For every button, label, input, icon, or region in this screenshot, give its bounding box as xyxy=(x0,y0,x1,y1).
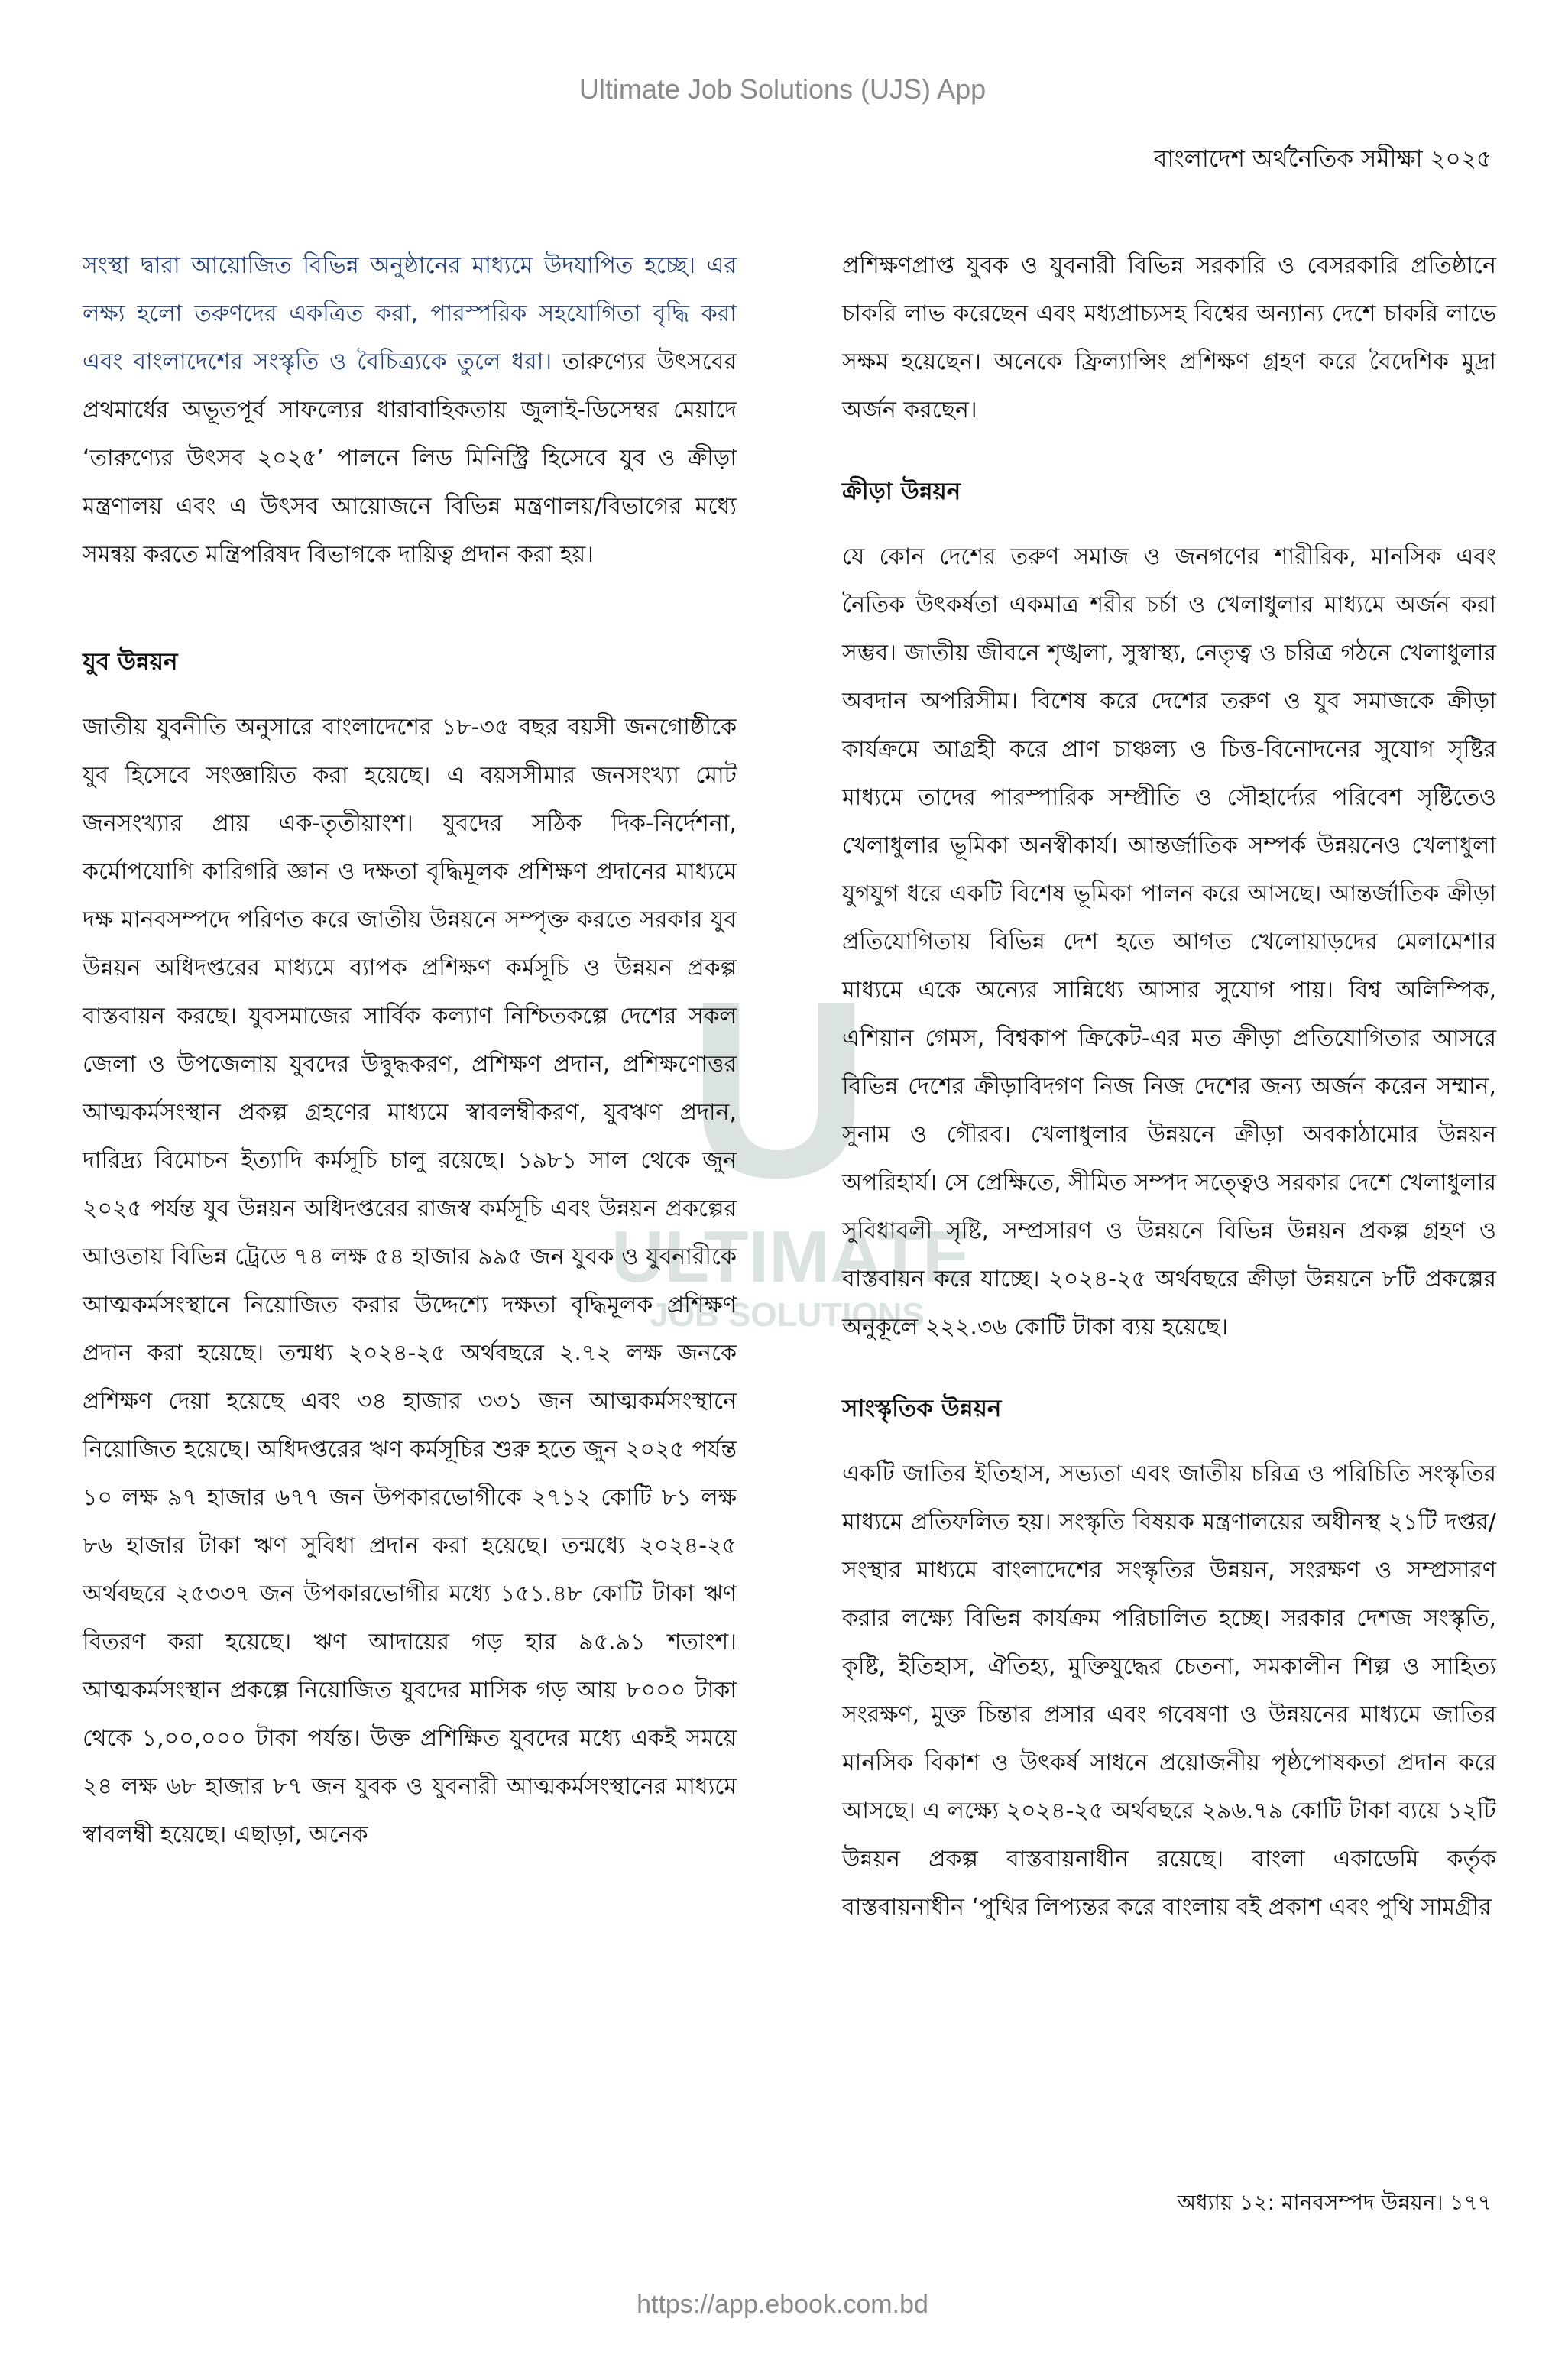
footer-url-link[interactable]: https://app.ebook.com.bd xyxy=(637,2290,928,2319)
watermark-subtitle: JOB SOLUTIONS xyxy=(650,1296,925,1334)
intro-highlight: সংস্থা দ্বারা আয়োজিত বিভিন্ন অনুষ্ঠানের মাধ্যমে উদযাপিত হচ্ছে। এর লক্ষ্য হলো তরুণদের একত্রিত করা, পারস্পরিক সহযোগিতা বৃদ্ধি করা এবং বাংলাদেশের সংস্কৃতি ও বৈচিত্র্যকে তুলে ধরা। xyxy=(83,252,737,375)
sports-heading: ক্রীড়া উন্নয়ন xyxy=(842,478,961,505)
watermark-title: ULTIMATE xyxy=(611,1216,971,1298)
youth-heading: যুব উন্নয়ন xyxy=(83,648,178,676)
watermark-letter: U xyxy=(688,948,870,1230)
youth-paragraph: জাতীয় যুবনীতি অনুসারে বাংলাদেশের ১৮-৩৫ বছর বয়সী জনগোষ্ঠীকে যুব হিসেবে সংজ্ঞায়িত করা হয়েছে। এ বয়সসীমার জনসংখ্যা মোট জনসংখ্যার প্রায় এক-তৃতীয়াংশ। যুবদের সঠিক দিক-নির্দেশনা, কর্মোপযোগি কারিগরি জ্ঞান ও দক্ষতা বৃদ্ধিমূলক প্রশিক্ষণ প্রদানের মাধ্যমে দক্ষ মানবসম্পদে পরিণত করে জাতীয় উন্নয়নে সম্পৃক্ত করতে সরকার যুব উন্নয়ন অধিদপ্তরের মাধ্যমে ব্যাপক প্রশিক্ষণ কর্মসূচি ও উন্নয়ন প্রকল্প বাস্তবায়ন করছে। যুবসমাজের সার্বিক কল্যাণ নিশ্চিতকল্পে দেশের সকল জেলা ও উপজেলায় যুবদের উদ্বুদ্ধকরণ, প্রশিক্ষণ প্রদান, প্রশিক্ষণোত্তর আত্মকর্মসংস্থান প্রকল্প গ্রহণের মাধ্যমে স্বাবলম্বীকরণ, যুবঋণ প্রদান, দারিদ্র্য বিমোচন ইত্যাদি কর্মসূচি চালু রয়েছে। ১৯৮১ সাল থেকে জুন ২০২৫ পর্যন্ত যুব উন্নয়ন অধিদপ্তরের রাজস্ব কর্মসূচি এবং উন্নয়ন প্রকল্পের আওতায় বিভিন্ন ট্রেডে ৭৪ লক্ষ ৫৪ হাজার ৯৯৫ জন যুবক ও যুবনারীকে আত্মকর্মসংস্থানে নিয়োজিত করার উদ্দেশ্যে দক্ষতা বৃদ্ধিমূলক প্রশিক্ষণ প্রদান করা হয়েছে। তন্মধ্য ২০২৪-২৫ অর্থবছরে ২.৭২ লক্ষ জনকে প্রশিক্ষণ দেয়া হয়েছে এবং ৩৪ হাজার ৩৩১ জন আত্মকর্মসংস্থানে নিয়োজিত হয়েছে। অধিদপ্তরের ঋণ কর্মসূচির শুরু হতে জুন ২০২৫ পর্যন্ত ১০ লক্ষ ৯৭ হাজার ৬৭৭ জন উপকারভোগীকে ২৭১২ কোটি ৮১ লক্ষ ৮৬ হাজার টাকা ঋণ সুবিধা প্রদান করা হয়েছে। তন্মধ্যে ২০২৪-২৫ অর্থবছরে ২৫৩৩৭ জন উপকারভোগীর মধ্যে ১৫১.৪৮ কোটি টাকা ঋণ বিতরণ করা হয়েছে। ঋণ আদায়ের গড় হার ৯৫.৯১ শতাংশ। আত্মকর্মসংস্থান প্রকল্পে নিয়োজিত যুবদের মাসিক গড় আয় ৮০০০ টাকা থেকে ১,০০,০০০ টাকা পর্যন্ত। উক্ত প্রশিক্ষিত যুবদের মধ্যে একই সময়ে ২৪ লক্ষ ৬৮ হাজার ৮৭ জন যুবক ও যুবনারী আত্মকর্মসংস্থানের মাধ্যমে স্বাবলম্বী হয়েছে। এছাড়া, অনেক xyxy=(83,714,737,1848)
youth-continued-paragraph: প্রশিক্ষণপ্রাপ্ত যুবক ও যুবনারী বিভিন্ন সরকারি ও বেসরকারি প্রতিষ্ঠানে চাকরি লাভ করেছেন এবং মধ্যপ্রাচ্যসহ বিশ্বের অন্যান্য দেশে চাকরি লাভে সক্ষম হয়েছেন। অনেকে ফ্রিল্যান্সিং প্রশিক্ষণ গ্রহণ করে বৈদেশিক মুদ্রা অর্জন করছেন। xyxy=(842,252,1496,423)
app-header: Ultimate Job Solutions (UJS) App xyxy=(578,73,987,105)
left-column xyxy=(83,242,737,1859)
culture-paragraph: একটি জাতির ইতিহাস, সভ্যতা এবং জাতীয় চরিত্র ও পরিচিতি সংস্কৃতির মাধ্যমে প্রতিফলিত হয়। সংস্কৃতি বিষয়ক মন্ত্রণালয়ের অধীনস্থ ২১টি দপ্তর/সংস্থার মাধ্যমে বাংলাদেশের সংস্কৃতির উন্নয়ন, সংরক্ষণ ও সম্প্রসারণ করার লক্ষ্যে বিভিন্ন কার্যক্রম পরিচালিত হচ্ছে। সরকার দেশজ সংস্কৃতি, কৃষ্টি, ইতিহাস, ঐতিহ্য, মুক্তিযুদ্ধের চেতনা, সমকালীন শিল্প ও সাহিত্য সংরক্ষণ, মুক্ত চিন্তার প্রসার এবং গবেষণা ও উন্নয়নের মাধ্যমে জাতির মানসিক বিকাশ ও উৎকর্ষ সাধনে প্রয়োজনীয় পৃষ্ঠপোষকতা প্রদান করে আসছে। এ লক্ষ্যে ২০২৪-২৫ অর্থবছরে ২৯৬.৭৯ কোটি টাকা ব্যয়ে ১২টি উন্নয়ন প্রকল্প বাস্তবায়নাধীন রয়েছে। বাংলা একাডেমি কর্তৃক বাস্তবায়নাধীন ‘পুথির লিপ্যন্তর করে বাংলায় বই প্রকাশ এবং পুথি সামগ্রীর xyxy=(842,1461,1496,1921)
running-title: বাংলাদেশ অর্থনৈতিক সমীক্ষা ২০২৫ xyxy=(1154,145,1492,173)
page-number-label: অধ্যায় ১২: মানবসম্পদ উন্নয়ন। ১৭৭ xyxy=(1177,2190,1492,2215)
intro-text: তারুণ্যের উৎসবের প্রথমার্ধের অভূতপূর্ব সাফল্যের ধারাবাহিকতায় জুলাই-ডিসেম্বর মেয়াদে ‘তারুণ্যের উৎসব ২০২৫’ পালনে লিড মিনিস্ট্রি হিসেবে যুব ও ক্রীড়া মন্ত্রণালয় এবং এ উৎসব আয়োজনে বিভিন্ন মন্ত্রণালয়/বিভাগের মধ্যে সমন্বয় করতে মন্ত্রিপরিষদ বিভাগকে দায়িত্ব প্রদান করা হয়। xyxy=(83,349,737,568)
sports-paragraph: যে কোন দেশের তরুণ সমাজ ও জনগণের শারীরিক, মানসিক এবং নৈতিক উৎকর্ষতা একমাত্র শরীর চর্চা ও খেলাধুলার মাধ্যমে অর্জন করা সম্ভব। জাতীয় জীবনে শৃঙ্খলা, সুস্বাস্থ্য, নেতৃত্ব ও চরিত্র গঠনে খেলাধুলার অবদান অপরিসীম। বিশেষ করে দেশের তরুণ ও যুব সমাজকে ক্রীড়া কার্যক্রমে আগ্রহী করে প্রাণ চাঞ্চল্য ও চিত্ত-বিনোদনের সুযোগ সৃষ্টির মাধ্যমে তাদের পারস্পারিক সম্প্রীতি ও সৌহার্দ্যের পরিবেশ সৃষ্টিতেও খেলাধুলার ভূমিকা অনস্বীকার্য। আন্তর্জাতিক সম্পর্ক উন্নয়নেও খেলাধুলা যুগযুগ ধরে একটি বিশেষ ভূমিকা পালন করে আসছে। আন্তর্জাতিক ক্রীড়া প্রতিযোগিতায় বিভিন্ন দেশ হতে আগত খেলোয়াড়দের মেলামেশার মাধ্যমে একে অন্যের সান্নিধ্যে আসার সুযোগ পায়। বিশ্ব অলিম্পিক, এশিয়ান গেমস, বিশ্বকাপ ক্রিকেট-এর মত ক্রীড়া প্রতিযোগিতার আসরে বিভিন্ন দেশের ক্রীড়াবিদগণ নিজ নিজ দেশের জন্য অর্জন করেন সম্মান, সুনাম ও গৌরব। খেলাধুলার উন্নয়নে ক্রীড়া অবকাঠামোর উন্নয়ন অপরিহার্য। সে প্রেক্ষিতে, সীমিত সম্পদ সত্ত্বেও সরকার দেশে খেলাধুলার সুবিধাবলী সৃষ্টি, সম্প্রসারণ ও উন্নয়নে বিভিন্ন উন্নয়ন প্রকল্প গ্রহণ ও বাস্তবায়ন করে যাচ্ছে। ২০২৪-২৫ অর্থবছরে ক্রীড়া উন্নয়নে ৮টি প্রকল্পের অনুকূলে ২২২.৩৬ কোটি টাকা ব্যয় হয়েছে। xyxy=(842,543,1496,1341)
right-column xyxy=(842,242,1496,1931)
culture-heading: সাংস্কৃতিক উন্নয়ন xyxy=(842,1395,1002,1422)
intro-paragraph xyxy=(83,242,737,579)
